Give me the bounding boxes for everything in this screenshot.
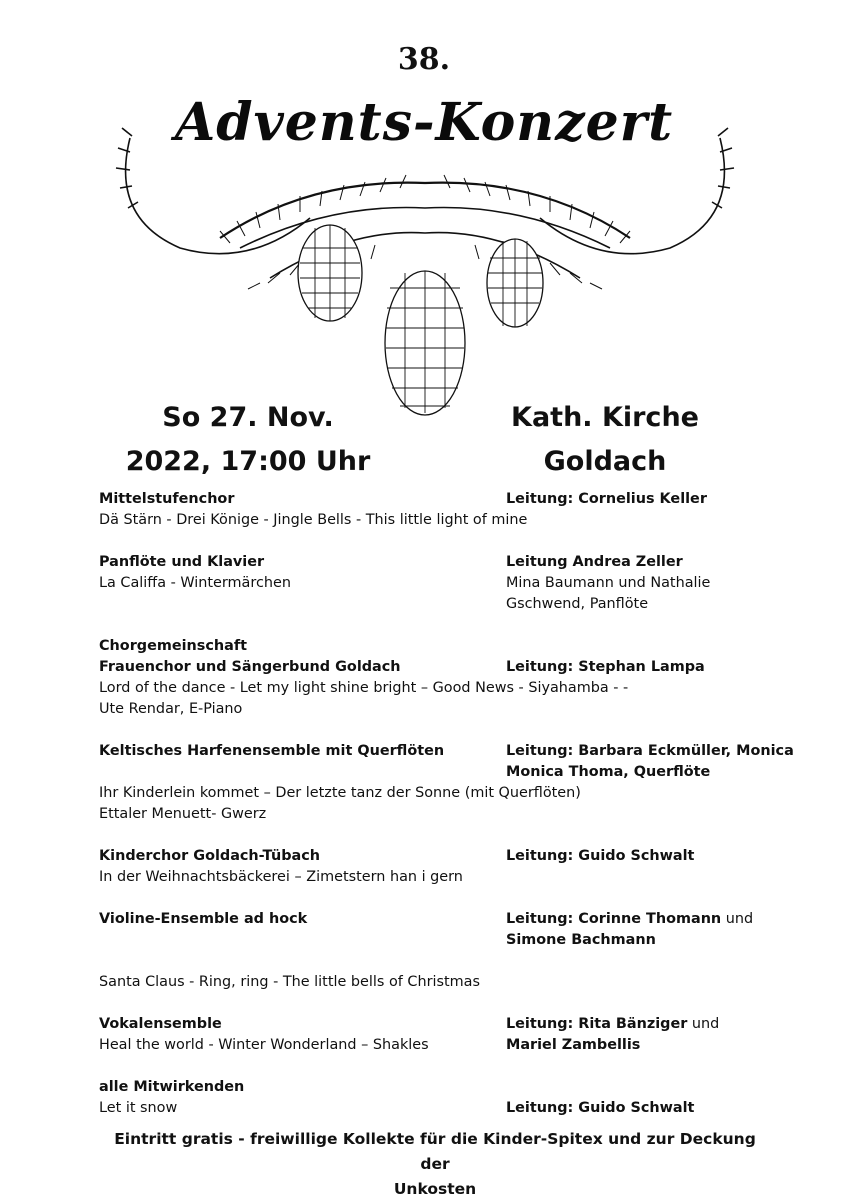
event-date-line1: So 27. Nov.	[162, 402, 334, 433]
ensemble-name: alle Mitwirkenden	[99, 1079, 245, 1095]
program-item	[99, 489, 779, 531]
ensemble-pieces: Let it snow	[99, 1100, 178, 1116]
ensemble-leitung: Monica Thoma, Querflöte	[506, 764, 711, 780]
ensemble-name: Mittelstufenchor	[99, 491, 235, 507]
event-venue	[505, 396, 705, 484]
leitung-suffix: und	[721, 911, 754, 927]
program-item	[99, 636, 779, 720]
ensemble-pieces: La Califfa - Wintermärchen	[99, 575, 291, 591]
admission-note	[110, 1127, 760, 1202]
event-date	[118, 396, 378, 484]
ensemble-pieces: Lord of the dance - Let my light shine bright – Good News - Siyahamba - -	[99, 680, 629, 696]
edition-number: 38.	[397, 42, 451, 77]
ensemble-name: Vokalensemble	[99, 1016, 222, 1032]
admission-note-line1: Eintritt gratis - freiwillige Kollekte für die Kinder-Spitex und zur Deckung der	[114, 1130, 756, 1173]
ensemble-leitung: Leitung: Cornelius Keller	[506, 491, 707, 507]
ensemble-performers: Gschwend, Panflöte	[506, 596, 649, 612]
event-venue-line1: Kath. Kirche	[511, 402, 699, 433]
admission-note-line2: Unkosten	[393, 1180, 477, 1198]
program-item	[99, 1077, 779, 1119]
ensemble-name: Panflöte und Klavier	[99, 554, 265, 570]
ensemble-leitung: Leitung: Barbara Eckmüller, Monica	[506, 743, 794, 759]
program-item	[99, 909, 779, 993]
leitung-suffix: und	[687, 1016, 720, 1032]
ensemble-pieces: Dä Stärn - Drei Könige - Jingle Bells - This little light of mine	[99, 512, 528, 528]
poster-title: Advents-Konzert	[174, 92, 674, 153]
ensemble-pieces: Ettaler Menuett- Gwerz	[99, 806, 267, 822]
ensemble-leitung: Leitung: Stephan Lampa	[506, 659, 705, 675]
ensemble-leitung: Leitung Andrea Zeller	[506, 554, 683, 570]
program-item	[99, 741, 794, 825]
fir-branch-illustration	[110, 108, 740, 428]
ensemble-leitung: Mariel Zambellis	[506, 1037, 641, 1053]
ensemble-leitung: Leitung: Guido Schwalt	[506, 1100, 695, 1116]
ensemble-pieces: In der Weihnachtsbäckerei – Zimetstern han i gern	[99, 869, 463, 885]
ensemble-name: Keltisches Harfenensemble mit Querflöten	[99, 743, 445, 759]
program-item	[99, 846, 779, 888]
program-item	[99, 552, 779, 615]
ensemble-leitung: Leitung: Guido Schwalt	[506, 848, 695, 864]
event-venue-line2: Goldach	[543, 446, 667, 477]
ensemble-performers: Mina Baumann und Nathalie	[506, 575, 711, 591]
ensemble-pieces: Heal the world - Winter Wonderland – Shakles	[99, 1037, 429, 1053]
ensemble-name: Kinderchor Goldach-Tübach	[99, 848, 321, 864]
ensemble-leitung: Leitung: Rita Bänziger	[506, 1016, 688, 1032]
ensemble-leitung: Leitung: Corinne Thomann	[506, 911, 722, 927]
program-list	[99, 489, 794, 1119]
event-date-line2: 2022, 17:00 Uhr	[125, 446, 371, 477]
ensemble-group: Chorgemeinschaft	[99, 638, 247, 654]
ensemble-pieces: Ute Rendar, E-Piano	[99, 701, 243, 717]
ensemble-pieces: Santa Claus - Ring, ring - The little bells of Christmas	[99, 974, 480, 990]
ensemble-leitung: Simone Bachmann	[506, 932, 656, 948]
ensemble-leitung-line	[506, 1014, 719, 1035]
ensemble-name: Violine-Ensemble ad hock	[99, 911, 308, 927]
ensemble-pieces: Ihr Kinderlein kommet – Der letzte tanz der Sonne (mit Querflöten)	[99, 785, 581, 801]
ensemble-name: Frauenchor und Sängerbund Goldach	[99, 659, 401, 675]
program-item	[99, 1014, 779, 1056]
ensemble-leitung-line	[506, 909, 753, 930]
